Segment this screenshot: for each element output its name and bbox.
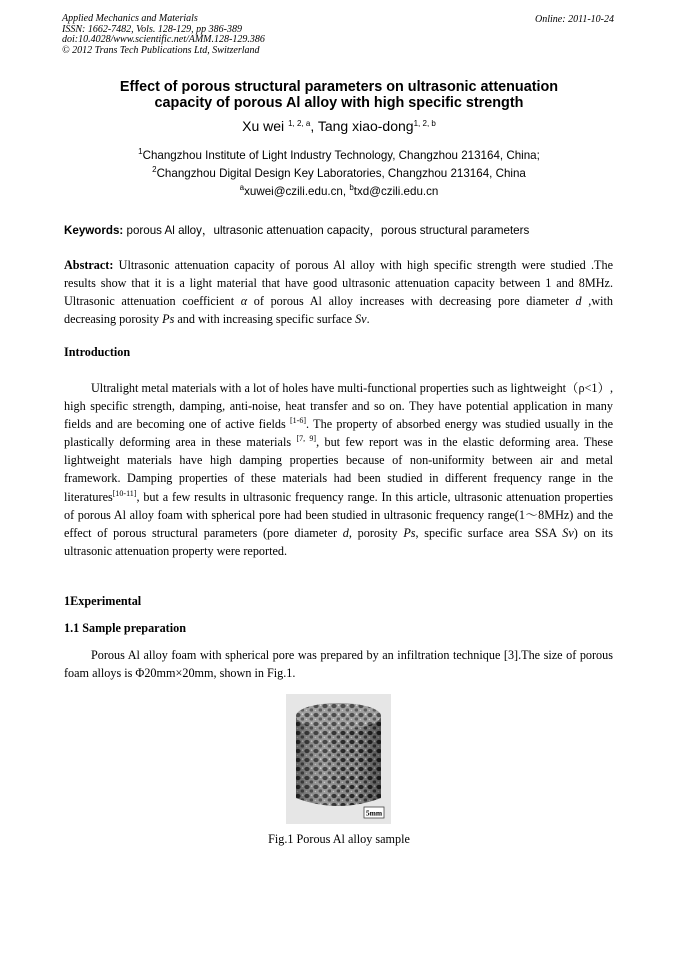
journal-name: Applied Mechanics and Materials [62,13,198,24]
intro-ref-3: [10-11] [112,488,137,498]
intro-ref-1: [1-6] [290,416,307,426]
affiliation-1-text: Changzhou Institute of Light Industry Technology, Changzhou 213164, China; [142,149,540,162]
abstract-text-2: of porous Al alloy increases with decreasing pore diameter [247,294,576,309]
keywords-text: porous Al alloy，ultrasonic attenuation capacity，porous structural parameters [123,224,530,237]
scale-bar-label: 5mm [365,808,383,818]
email-a-sup: a [239,183,245,192]
abstract [64,256,613,328]
porous-al-alloy-sample-photo [286,694,391,824]
keywords [64,222,616,238]
affiliation-2-text: Changzhou Digital Design Key Laboratories, Changzhou 213164, China [156,167,526,180]
issn-line: ISSN: 1662-7482, Vols. 128-129, pp 386-389 [62,23,242,35]
title-line-1: Effect of porous structural parameters on ultrasonic attenuation [119,79,559,95]
author-emails [60,185,618,198]
affiliation-2-sup: 2 [152,165,157,174]
affiliation-1 [60,149,618,162]
affiliation-1-sup: 1 [138,147,143,156]
abstract-ps: Ps [162,312,175,327]
intro-text-1: Ultralight metal materials with a lot of holes have multi-functional properties such as lightweight（ρ<1）, high specific strength, damping, anti-noise, heat transfer and so on. They have potential application in many fields and are becoming one of active fields [64,381,613,432]
email-a: xuwei@czili.edu.cn, [244,185,350,198]
author-1: Xu wei [242,118,289,134]
intro-text-5: , porosity [348,525,404,540]
intro-sv: Sv [562,525,574,540]
intro-text-2: . The property of absorbed energy was studied usually in the plastically deforming area in these materials [64,417,613,450]
email-b-sup: b [349,183,354,192]
introduction-paragraph [64,379,613,560]
intro-d: d [342,525,349,540]
author-2: Tang xiao-dong [317,118,414,134]
copyright-line: © 2012 Trans Tech Publications Ltd, Switzerland [62,44,260,56]
abstract-alpha: α [240,294,248,309]
authors [60,118,618,134]
introduction-heading: Introduction [64,345,131,359]
sample-preparation-heading: 1.1 Sample preparation [64,621,186,635]
abstract-text-3: ,with decreasing porosity [64,294,614,327]
journal-header [62,14,265,56]
email-b: txd@czili.edu.cn [353,185,439,198]
affiliation-2 [60,167,618,180]
intro-ps: Ps [403,525,416,540]
abstract-sv: Sv [355,312,367,327]
abstract-d: d [575,294,582,309]
intro-text-4: , but a few results in ultrasonic frequency range. In this article, ultrasonic attenuation properties of porous Al alloy foam with spherical pore had been studied in ultrasonic frequency range(1～8MHz) and the effect of porous structural parameters (pore diameter [64,489,613,540]
title-line-2: capacity of porous Al alloy with high specific strength [154,94,524,111]
intro-text-3: , but few report was in the elastic deforming area. These lightweight materials have high damping properties because of non-uniformity between air and metal framework. Damping properties of these materials had been studied in different frequency range in the literatures [64,435,613,504]
abstract-label: Abstract: [64,258,114,272]
intro-ref-2: [7, 9] [296,434,317,444]
paper-title [60,80,618,111]
intro-text-6: , specific surface area SSA [415,525,563,540]
author-2-sup: 1, 2, b [413,119,436,128]
abstract-text-4: and with increasing specific surface [174,312,356,327]
abstract-text-5: . [366,312,370,327]
figure-caption: Fig.1 Porous Al alloy sample [268,832,410,846]
abstract-text-1: Ultrasonic attenuation capacity of porous Al alloy with high specific strength were studied .The results show that it is a light material that have good ultrasonic attenuation capacity between 1 and 8MHz. Ultrasonic attenuation coefficient [64,258,613,309]
online-date: Online: 2011-10-24 [535,14,614,25]
intro-text-7: ) on its ultrasonic attenuation property were reported. [64,525,613,558]
experimental-heading: 1Experimental [64,594,142,608]
author-1-sup: 1, 2, a [288,119,311,128]
author-separator: , [310,118,318,134]
sample-preparation-paragraph: Porous Al alloy foam with spherical pore was prepared by an infiltration technique [3].The size of porous foam alloys is Φ20mm×20mm, shown in Fig.1. [64,648,613,681]
keywords-label: Keywords: [64,224,124,237]
doi-line: doi:10.4028/www.scientific.net/AMM.128-129.386 [62,34,265,46]
